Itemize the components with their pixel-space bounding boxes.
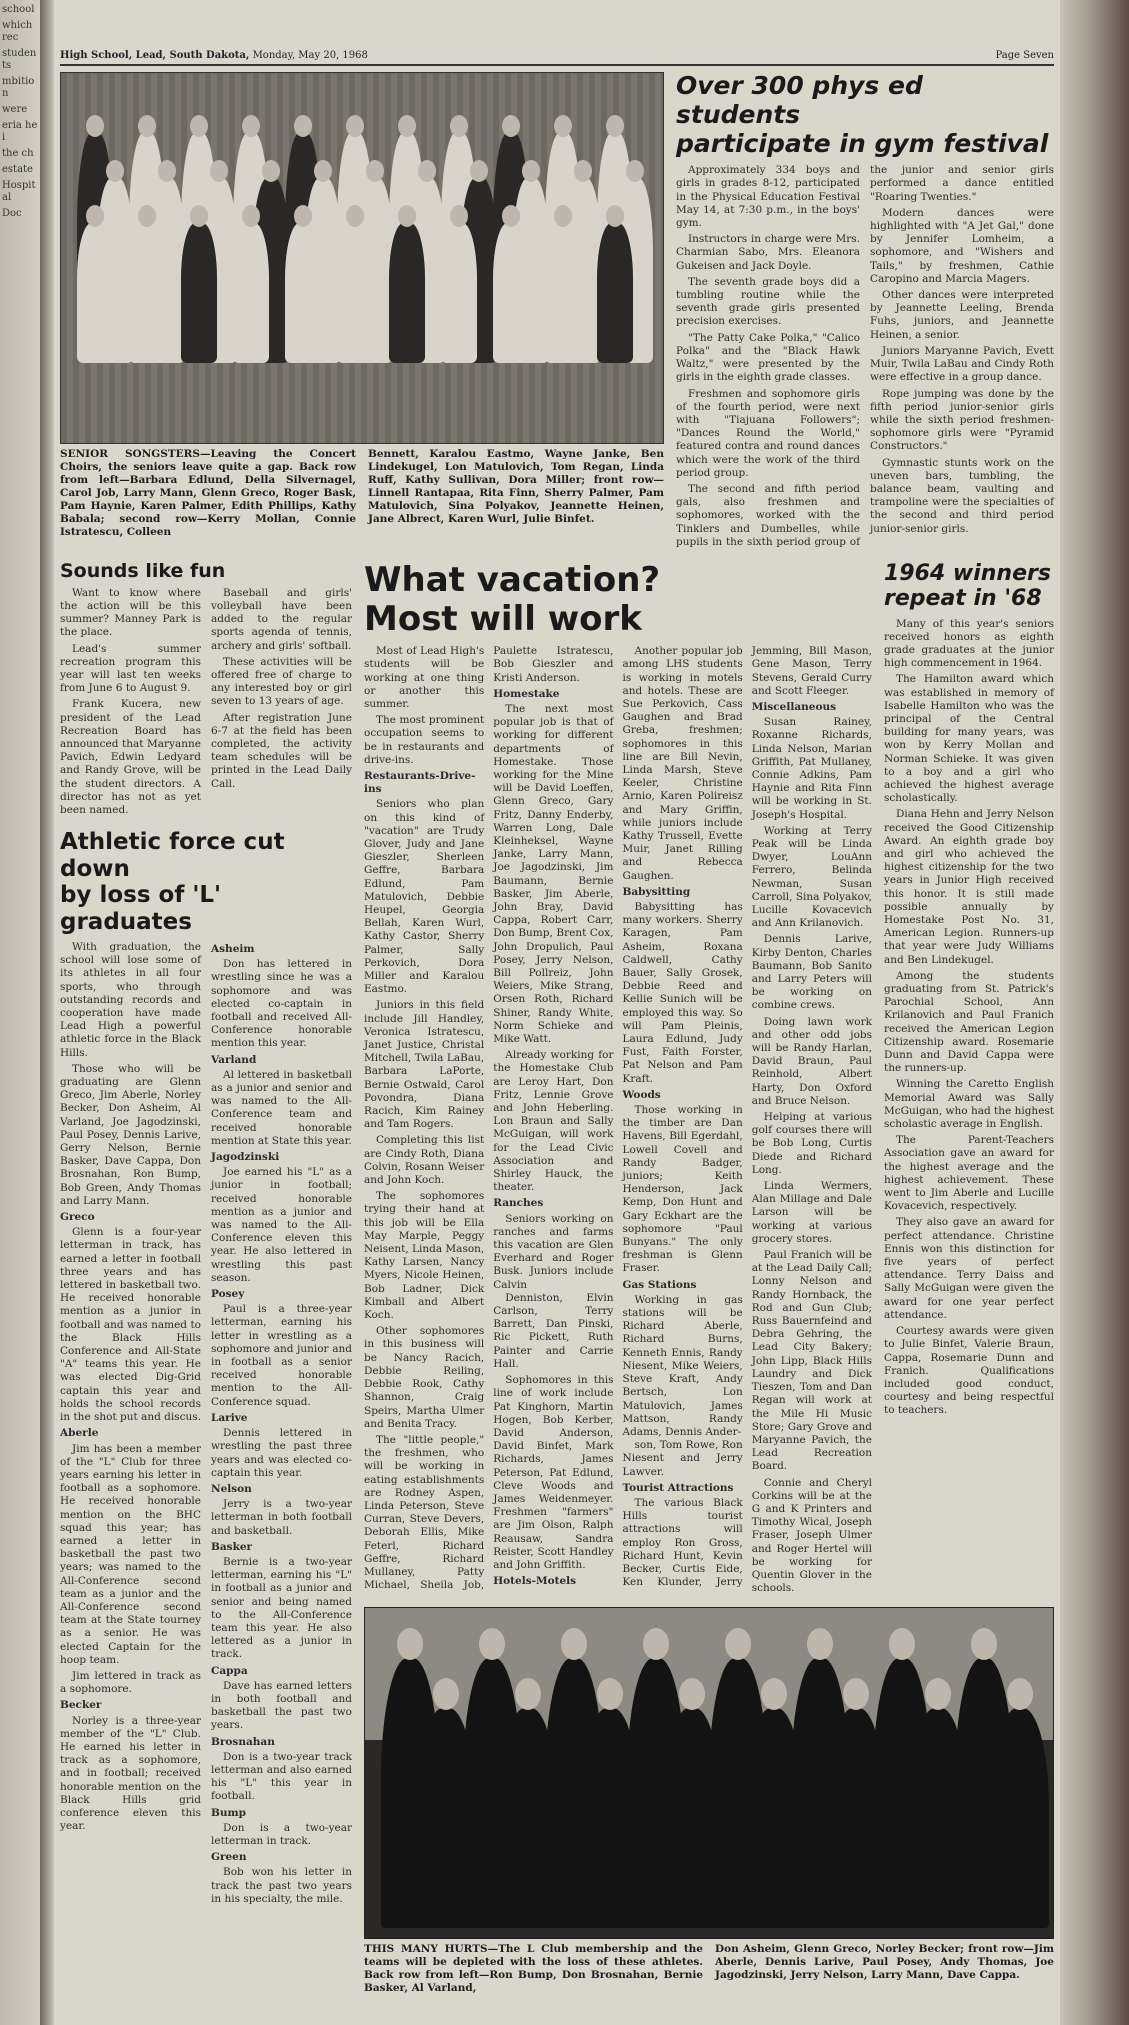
article-paragraph: Seniors working on ranches and farms this vacation are Glen Everhard and Roger Busk. Juniors include Calvin: [493, 1212, 614, 1291]
article-paragraph: With graduation, the school will lose some of its athletes in all four sports, who through outstanding records and cooperation have made Lead High a powerful athletic force in the Black Hills.: [60, 940, 201, 1059]
choir-member-face: [606, 115, 624, 137]
article-paragraph: The Hamilton award which was established in memory of Isabelle Hamilton who was the principal of the Central building for many years, was won by Kerry Mollan and Norman Schieke. It was given to a boy and a girl who achieved the highest average scholastically.: [884, 673, 1054, 805]
article-paragraph: Jim lettered in track as a sophomore.: [60, 1669, 201, 1696]
subhead: Hotels-Motels: [493, 1575, 577, 1588]
article-paragraph: Approximately 334 boys and girls in grades 8-12, participated in the Physical Education Festival May 14, at 7:30 p.m., in the boys' gym.: [676, 164, 860, 230]
article-paragraph: Dennis Larive, Kirby Denton, Charles Baumann, Bob Sanito and Larry Peters will be working on combine crews.: [751, 933, 872, 1012]
vacation-headline-b: Most will work: [364, 599, 642, 640]
book-spine-shadow: [40, 0, 54, 2025]
athletic-col-2: [211, 941, 352, 1909]
athlete: [745, 1708, 803, 1928]
choir-member-face: [86, 115, 104, 137]
choir-member-face: [554, 115, 572, 137]
choir-member: [337, 223, 373, 363]
article-paragraph: Connie and Cheryl Corkins will be at the G and K Printers and Timothy Wical, Joseph Fraser, Joseph Ulmer and Roger Hertel will be working for Quentin Glover in the schools.: [751, 1476, 872, 1595]
article-paragraph: Working in gas stations will be Richard Aberle, Richard Burns, Kenneth Ennis, Randy Niesent, Mike Weiers, Steve Kraft, Andy Bertsch, Lon Matulovich, James Mattson, Randy Adams, Dennis Ander-: [622, 1293, 743, 1438]
athlete-face: [807, 1628, 833, 1660]
subhead: Becker: [60, 1699, 102, 1712]
choir-caption: [60, 448, 664, 539]
article-paragraph: Dave has earned letters in both football and basketball the past two years.: [211, 1679, 352, 1732]
choir-member-face: [418, 160, 436, 182]
choir-member-face: [262, 160, 280, 182]
subhead: Tourist Attractions: [622, 1481, 734, 1494]
article-paragraph: Courtesy awards were given to Julie Binfet, Valerie Braun, Cappa, Rosemarie Dunn and Franich. Qualifications included good conduct, courtesy and being respectful to teachers.: [884, 1325, 1054, 1417]
winners-headline: [884, 561, 1054, 612]
athlete-face: [479, 1628, 505, 1660]
article-paragraph: The seventh grade boys did a tumbling routine while the seventh grade girls presented precision exercises.: [676, 275, 860, 328]
vacation-column: [364, 645, 484, 1187]
choir-member-face: [86, 205, 104, 227]
athlete-face: [761, 1678, 787, 1710]
facing-page-text: Hospital: [2, 180, 36, 203]
choir-member-face: [242, 115, 260, 137]
page-content: [60, 0, 1054, 2025]
choir-member-face: [450, 115, 468, 137]
winners-headline-line1: 1964 winners: [884, 560, 1051, 586]
article-paragraph: Denniston, Elvin Carlson, Terry Barrett, Dan Pinski, Ric Pickett, Ruth Painter and Carrie Hall.: [493, 1291, 614, 1370]
article-paragraph: Rope jumping was done by the fifth period junior-senior girls while the sixth period freshmen-sophomore girls were "Pyramid Constructors.": [870, 387, 1054, 453]
athletic-headline-line2: by loss of 'L' graduates: [60, 882, 222, 935]
page-edge: [1060, 0, 1129, 2025]
subhead: Restaurants-Drive-ins: [364, 769, 476, 796]
choir-member-face: [346, 205, 364, 227]
choir-member-face: [398, 205, 416, 227]
athlete-face: [597, 1678, 623, 1710]
article-paragraph: Modern dances were highlighted with "A Jet Gal," done by Jennifer Lomheim, a sophomore, and "Wishers and Tails," by freshmen, Cathie Caropino and Marcia Magers.: [870, 206, 1054, 285]
choir-member-face: [366, 160, 384, 182]
right-stack: [364, 561, 1054, 1995]
article-paragraph: Susan Rainey, Roxanne Richards, Linda Nelson, Marian Griffith, Pat Mullaney, Connie Adkins, Pam Haynie and Rita Finn will be working in St. Joseph's Hospital.: [751, 716, 872, 821]
masthead-date: Monday, May 20, 1968: [252, 50, 368, 61]
facing-page-text: which rec: [2, 20, 33, 43]
article-paragraph: Baseball and girls' volleyball have been added to the regular sports agenda of tennis, archery and girls' softball.: [211, 586, 352, 652]
choir-block: [60, 72, 664, 539]
article-paragraph: Frank Kucera, new president of the Lead Recreation Board has announced that Maryanne Pavich, Edwin Ledyard and Randy Grove, will be the student directors. A director has not as yet been named.: [60, 698, 201, 817]
sounds-article-body: [60, 587, 352, 817]
winners-headline-line2: repeat in '68: [884, 586, 1042, 612]
gym-headline-line2: participate in gym festival: [676, 128, 1049, 158]
choir-member: [129, 223, 165, 363]
choir-member: [181, 223, 217, 363]
choir-member: [597, 223, 633, 363]
facing-page-text: mbition: [2, 76, 35, 99]
article-paragraph: The various Black Hills tourist attractions will employ Ron Gross, Richard Hunt, Kevin Becker, Curtis Eide, Ken Klunder, Jerry Jemming, Bill Mason, Gene Mason, Terry Stevens, Gerald Curry and Scott Fleeger.: [622, 645, 872, 1589]
choir-member-face: [574, 160, 592, 182]
article-paragraph: Already working for the Homestake Club are Leroy Hart, Don Fritz, Lennie Grove and John Heberling. Lon Braun and Sally McGuigan, will work for the Lead Civic Association and Shirley Hauck, the theater.: [493, 1049, 614, 1194]
subhead: Asheim: [211, 942, 255, 955]
article-paragraph: Lead's summer recreation program this year will last ten weeks from June 6 to August 9.: [60, 642, 201, 695]
winners-article: [884, 561, 1054, 1595]
athletic-col-1: [60, 941, 201, 1909]
article-paragraph: Winning the Caretto English Memorial Award was Sally McGuigan, who had the highest scholastic average in English.: [884, 1078, 1055, 1131]
lclub-photo: [364, 1607, 1054, 1939]
choir-member-face: [294, 205, 312, 227]
article-paragraph: Sophomores in this line of work include Pat Kinghorn, Martin Hogen, Bob Kerber, David Anderson, David Binfet, Mark Richards, James Peterson, Pat Edlund, Cleve Woods and James Weidenmeyer. Freshmen "farmers" are Jim Olson, Ralph Reausaw, Sandra Reister, Scott Handley and John Griffith.: [493, 1374, 614, 1571]
article-paragraph: Another popular job among LHS students is working in motels and hotels. These are Sue Perkovich, Cass Gaughen and Brad Greba, freshmen; sophomores in this line are Bill Nevin, Linda Marsh, Steve Keeler, Christine Arnio, Karen Polireisz and Mary Griffin, while juniors include Kathy Trussell, Evette Muir, Janet Rilling and Rebecca Gaughen.: [622, 645, 743, 882]
article-paragraph: They also gave an award for perfect attendance. Christine Ennis won this distinction for five years of perfect attendance. Terry Daiss and Sally McGuigan were given the award for one year perfect attendance.: [884, 1216, 1054, 1321]
subhead: Greco: [60, 1211, 95, 1224]
facing-page-text: estate: [2, 164, 33, 175]
article-paragraph: The next most popular job is that of working for different departments of Homestake. Those working for the Mine will be David Loeffen, Glenn Greco, Gary Fritz, Danny Enderby, Warren Long, Dale Kleinheksel, Wayne Janke, Larry Mann, Joe Jagodzinski, Jim Baumann, Bernie Basker, Jim Aberle, John Bray, David Cappa, Robert Carr, Don Bump, Brent Cox, John Dropulich, Paul Posey, Jerry Nelson, Bill Pollreiz, John Weiers, Mike Strang, Orsen Roth, Richard Shiner, Randy White, Norm Schieke and Mike Watt.: [493, 702, 614, 1046]
article-paragraph: Juniors Maryanne Pavich, Evett Muir, Twila LaBau and Cindy Roth were effective in a group dance.: [870, 344, 1054, 384]
athlete-face: [515, 1678, 541, 1710]
article-paragraph: Want to know where the action will be this summer? Manney Park is the place.: [60, 586, 201, 639]
subhead: Gas Stations: [622, 1278, 697, 1291]
vacation-headline: [364, 561, 872, 639]
article-paragraph: Many of this year's seniors received honors as eighth grade graduates at the junior high commencement in 1964.: [884, 617, 1054, 670]
athletic-headline: [60, 829, 352, 935]
facing-page-text: students: [2, 48, 37, 71]
choir-member-face: [314, 160, 332, 182]
vacation-article: [364, 561, 872, 1595]
lclub-caption-right: Don Asheim, Glenn Greco, Norley Becker; front row—Jim Aberle, Dennis Larive, Paul Posey, Andy Thomas, Joe Jagodzinski, Jerry Nelson, Larry Mann, Dave Cappa.: [715, 1943, 1054, 1982]
vacation-headline-a: What vacation?: [364, 559, 661, 600]
article-paragraph: Seniors who plan on this kind of "vacation" are Trudy Glover, Judy and Jane Gieszler, Sherleen Geffre, Barbara Edlund, Pam Matulovich, Debbie Heupel, Georgia Bellah, Karen Wurl, Kathy Castor, Sherry Palmer, Sally Perkovich, Dora Miller and Karalou Eastmo.: [364, 798, 485, 996]
athlete-face: [925, 1678, 951, 1710]
article-paragraph: Other sophomores in this business will be Nancy Racich, Debbie Reiling, Debbie Rook, Cathy Shannon, Craig Speirs, Martha Ulmer and Benita Tracy.: [364, 1325, 485, 1430]
athlete: [909, 1708, 967, 1928]
article-paragraph: Glenn is a four-year letterman in track, has earned a letter in football three years and has lettered in basketball two. He received honorable mention as a junior in football and was named to the Black Hills Conference and All-State "A" teams this year. He was elected Dig-Grid captain this year and holds the school records in the shot put and discus.: [60, 1226, 201, 1424]
facing-page-text: were: [2, 104, 28, 115]
bottom-row: [60, 561, 1054, 1995]
athlete-face: [433, 1678, 459, 1710]
article-paragraph: These activities will be offered free of charge to any interested boy or girl seven to 13 years of age.: [211, 655, 352, 708]
athlete-face: [679, 1678, 705, 1710]
top-row: [60, 72, 1054, 549]
article-paragraph: The "little people," the freshmen, who will be working in eating establishments are Rodney Aspen, Linda Peterson, Steve Curran, Steve Devers, Deborah Ellis, Mike Feterl, Richard Geffre, Richard Mullaney, Patty Michael, Sheila Job, Paulette Istratescu, Bob Gieszler and Kristi Anderson.: [364, 645, 614, 1592]
subhead: Babysitting: [622, 885, 691, 898]
choir-member-face: [626, 160, 644, 182]
article-paragraph: Completing this list are Cindy Roth, Diana Colvin, Rosann Weiser and John Koch.: [364, 1134, 485, 1187]
gym-headline-line1: Over 300 phys ed students: [676, 71, 923, 129]
article-paragraph: Al lettered in basketball as a junior and senior and was named to the All-Conference team and received honorable mention at State this year.: [211, 1068, 352, 1147]
choir-caption-right: Bennett, Karalou Eastmo, Wayne Janke, Ben Lindekugel, Lon Matulovich, Tom Regan, Linda Ruff, Kathy Sullivan, Dora Miller; front row—Linnell Rantapaa, Rita Finn, Sherry Palmer, Pam Matulovich, Sina Polyakov, Jeannette Heinen, Jane Albrect, Karen Wurl, Julie Binfet.: [368, 448, 664, 525]
choir-photo: [60, 72, 664, 444]
subhead: Varland: [211, 1053, 257, 1066]
article-paragraph: Juniors in this field include Jill Handley, Veronica Istratescu, Janet Justice, Christal Mitchell, Twila LaBau, Barbara LaPorte, Bernie Ostwald, Carol Povondra, Diana Racich, Kim Rainey and Tam Rogers.: [364, 999, 485, 1131]
choir-member-face: [158, 160, 176, 182]
choir-member: [285, 223, 321, 363]
article-paragraph: Freshmen and sophomore girls of the fourth period, were next with "Tiajuana Followers"; "Dances Round the World," featured contra and round dances which were the work of the third period group.: [676, 387, 860, 479]
left-stack: [60, 561, 352, 1909]
lclub-caption-left: THIS MANY HURTS—The L Club membership and the teams will be depleted with the loss of these athletes. Back row from left—Ron Bump, Don Brosnahan, Bernie Basker, Al Varland,: [364, 1943, 703, 1995]
athlete-face: [725, 1628, 751, 1660]
choir-member-face: [470, 160, 488, 182]
subhead: Miscellaneous: [751, 700, 836, 713]
athlete-face: [397, 1628, 423, 1660]
athlete: [663, 1708, 721, 1928]
athlete-face: [889, 1628, 915, 1660]
article-paragraph: Instructors in charge were Mrs. Charmian Sabo, Mrs. Eleanora Gukeisen and Jack Doyle.: [676, 233, 860, 272]
subhead: Woods: [622, 1088, 661, 1101]
choir-member-face: [190, 115, 208, 137]
article-paragraph: The most prominent occupation seems to be in restaurants and drive-ins.: [364, 714, 485, 766]
article-paragraph: Among the students graduating from St. Patrick's Parochial School, Ann Krilanovich and Paul Franich received the American Legion Citizenship award. Rosemarie Dunn and David Cappa were the runners-up.: [884, 969, 1054, 1075]
gym-headline: [676, 72, 1054, 158]
subhead: Bump: [211, 1806, 246, 1819]
masthead: [60, 50, 1054, 66]
choir-member: [233, 223, 269, 363]
article-paragraph: "The Patty Cake Polka," "Calico Polka" and the "Black Hawk Waltz," were presented by the girls in the eighth grade classes.: [676, 331, 860, 384]
article-paragraph: Gymnastic stunts work on the uneven bars, tumbling, the balance beam, vaulting and trampoline were the specialties of the second and third period junior-senior girls.: [870, 456, 1054, 535]
subhead: Larive: [211, 1411, 248, 1424]
choir-member: [545, 223, 581, 363]
article-paragraph: Helping at various golf courses there will be Bob Long, Curtis Diede and Richard Long.: [751, 1111, 872, 1176]
choir-member-face: [346, 115, 364, 137]
choir-member: [441, 223, 477, 363]
athlete: [991, 1708, 1049, 1928]
facing-page-text: school: [2, 4, 35, 15]
choir-member: [77, 223, 113, 363]
athletic-body: [60, 941, 352, 1909]
subhead: Brosnahan: [211, 1735, 275, 1748]
choir-member-face: [502, 115, 520, 137]
article-paragraph: Don is a two-year track letterman and also earned his "L" this year in football.: [211, 1750, 352, 1803]
facing-page-text: Doc: [2, 208, 22, 219]
article-paragraph: Bob won his letter in track the past two years in his specialty, the mile.: [211, 1866, 352, 1905]
article-paragraph: Working at Terry Peak will be Linda Dwyer, LouAnn Ferrero, Belinda Newman, Susan Carroll, Sina Polyakov, Lucille Kovacevich and Ann Krilanovich.: [751, 824, 872, 930]
article-paragraph: Linda Wermers, Alan Millage and Dale Larson will be working at various grocery stores.: [751, 1180, 872, 1245]
athlete-face: [561, 1628, 587, 1660]
article-paragraph: Don is a two-year letterman in track.: [211, 1821, 352, 1847]
article-paragraph: Dennis lettered in wrestling the past three years and was elected co-captain this year.: [211, 1427, 352, 1479]
winners-article-body: [884, 618, 1054, 1418]
choir-member: [493, 223, 529, 363]
sounds-headline: Sounds like fun: [60, 559, 226, 582]
choir-member-face: [138, 205, 156, 227]
athlete: [827, 1708, 885, 1928]
vacation-article-body: [364, 645, 872, 1595]
choir-member-face: [242, 205, 260, 227]
article-paragraph: Bernie is a two-year letterman, earning his "L" in football as a junior and senior and being named to the All-Conference team this year. He also lettered as a junior in track.: [211, 1555, 352, 1661]
facing-page-text: the ch: [2, 148, 34, 159]
facing-page-edge: [0, 0, 40, 2025]
choir-member-face: [210, 160, 228, 182]
subhead: Basker: [211, 1540, 253, 1553]
choir-member-face: [554, 205, 572, 227]
athlete: [499, 1708, 557, 1928]
article-paragraph: Babysitting has many workers. Sherry Karagen, Pam Asheim, Roxana Caldwell, Cathy Bauer, Sally Grosek, Debbie Reed and Kellie Sunich will be employed this way. So will Pam Pleinis, Laura Edlund, Judy Fust, Faith Forster, Pat Nelson and Pam Kraft.: [622, 900, 743, 1085]
choir-member-face: [522, 160, 540, 182]
subhead: Homestake: [493, 687, 560, 700]
article-paragraph: Joe earned his "L" as a junior in football; received honorable mention as a junior and was named to the All-Conference eleven this year. He also lettered in wrestling this past season.: [211, 1166, 352, 1284]
article-paragraph: The second and fifth period gals, also freshmen and sophomores, worked with the Tinklers and Dumbelles, while pupils in the sixth period group of the junior and senior girls performed a dance entitled "Roaring Twenties.": [676, 164, 1054, 548]
article-paragraph: Other dances were interpreted by Jeannette Leeling, Brenda Fuhs, juniors, and Jeannette Heinen, a senior.: [870, 289, 1054, 341]
article-paragraph: Most of Lead High's students will be working at one thing or another this summer.: [364, 645, 485, 710]
article-paragraph: Jim has been a member of the "L" Club for three years earning his letter in football as a sophomore. He received honorable mention on the BHC squad this year; has earned a letter in basketball the past two years; was named to the All-Conference second team as a junior and the All-Conference second team at the State tourney as a senior. He was elected Captain for the hoop team.: [60, 1442, 201, 1666]
athlete-face: [1007, 1678, 1033, 1710]
gym-article-body: [676, 164, 1054, 549]
choir-member-face: [294, 115, 312, 137]
article-paragraph: Diana Hehn and Jerry Nelson received the Good Citizenship Award. An eighth grade boy and girl who achieved the highest citizenship for the two years in Junior High received this honor. It is still made possible annually by Homestake Post No. 31, American Legion. Runners-up that year were Judy Williams and Ben Lindekugel.: [884, 808, 1054, 966]
subhead: Aberle: [60, 1427, 99, 1440]
choir-member-face: [606, 205, 624, 227]
subhead: Ranches: [493, 1197, 544, 1210]
athlete: [581, 1708, 639, 1928]
article-paragraph: Paul is a three-year letterman, earning his letter in wrestling as a sophomore and junior and in football as a senior received honorable mention to the All-Conference squad.: [211, 1303, 352, 1408]
gym-article: [676, 72, 1054, 549]
article-paragraph: The sophomores trying their hand at this job will be Ella May Marple, Peggy Neisent, Linda Mason, Kathy Larsen, Nancy Myers, Nicole Heinen, Bob Ladner, Dick Kimball and Albert Koch.: [364, 1190, 485, 1322]
athlete: [417, 1708, 475, 1928]
subhead: Green: [211, 1851, 247, 1864]
athlete-face: [643, 1628, 669, 1660]
lclub-caption: [364, 1943, 1054, 1995]
article-paragraph: Don has lettered in wrestling since he was a sophomore and was elected co-captain in football and received All-Conference honorable mention this year.: [211, 958, 352, 1050]
article-paragraph: Doing lawn work and other odd jobs will be Randy Harlan, David Braun, Paul Reinhold, Albert Harty, Don Oxford and Bruce Nelson.: [751, 1015, 872, 1107]
athlete-face: [971, 1628, 997, 1660]
page-number: Page Seven: [995, 50, 1054, 61]
choir-member-face: [398, 115, 416, 137]
subhead: Posey: [211, 1288, 245, 1301]
facing-page-text: eria hei: [2, 120, 38, 143]
article-paragraph: After registration June 6-7 at the field has been completed, the activity team schedules will be printed in the Lead Daily Call.: [211, 711, 352, 790]
choir-member-face: [138, 115, 156, 137]
choir-member-face: [190, 205, 208, 227]
masthead-line: [60, 50, 368, 61]
choir-member-face: [450, 205, 468, 227]
article-paragraph: Those working in the timber are Dan Havens, Bill Egerdahl, Lowell Covell and Randy Badger, juniors; Keith Henderson, Jack Kemp, Don Hunt and Gary Eckhart are the sophomore "Paul Bunyans." The only freshman is Glenn Fraser.: [622, 1104, 743, 1275]
article-paragraph: Jerry is a two-year letterman in both football and basketball.: [211, 1498, 352, 1537]
vacation-and-winners: [364, 561, 1054, 1595]
choir-caption-left: SENIOR SONGSTERS—Leaving the Concert Choirs, the seniors leave quite a gap. Back row from left—Barbara Edlund, Della Silvernagel, Carol Job, Larry Mann, Glenn Greco, Roger Bask, Pam Haynie, Karen Palmer, Edith Phillips, Kathy Babala; second row—Kerry Mollan, Connie Istratescu, Colleen: [60, 448, 356, 538]
choir-member: [389, 223, 425, 363]
masthead-school: High School, Lead, South Dakota,: [60, 50, 250, 61]
subhead: Nelson: [211, 1482, 252, 1495]
subhead: Cappa: [211, 1664, 248, 1677]
subhead: Jagodzinski: [211, 1151, 280, 1164]
article-paragraph: Those who will be graduating are Glenn Greco, Jim Aberle, Norley Becker, Don Asheim, Al Varland, Joe Jagodzinski, Paul Posey, Dennis Larive, Gerry Nelson, Bernie Basker, Dave Cappa, Don Brosnahan, Ron Bump, Bob Green, Andy Thomas and Larry Mann.: [60, 1062, 201, 1207]
athletic-headline-line1: Athletic force cut down: [60, 829, 285, 882]
athlete-face: [843, 1678, 869, 1710]
choir-member-face: [106, 160, 124, 182]
article-paragraph: Norley is a three-year member of the "L" Club. He earned his letter in track as a sophomore, and in football; received honorable mention on the Black Hills grid conference eleven this year.: [60, 1714, 201, 1833]
article-paragraph: son, Tom Rowe, Ron Niesent and Jerry Lawver.: [622, 1439, 743, 1478]
article-paragraph: Paul Franich will be at the Lead Daily Call; Lonny Nelson and Randy Hornback, the Rod and Gun Club; Russ Bauernfeind and Debra Gehring, the Lead City Bakery; John Lipp, Black Hills Laundry and Dick Tieszen, Tom and Dan Regan will work at the Mile Hi Music Store; Gary Grove and Maryanne Pavich, the Lead Recreation Board.: [751, 1249, 872, 1473]
choir-member-face: [502, 205, 520, 227]
article-paragraph: The Parent-Teachers Association gave an award for the highest average and the highest achievement. These went to Jim Aberle and Lucille Kovacevich, respectively.: [884, 1134, 1054, 1213]
